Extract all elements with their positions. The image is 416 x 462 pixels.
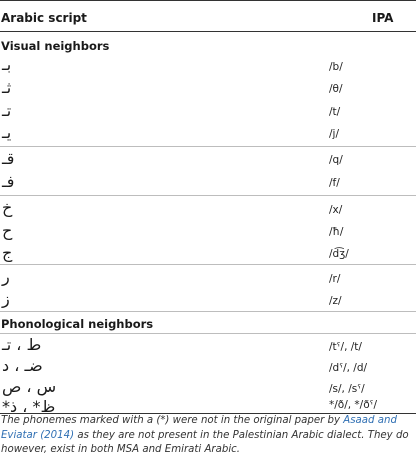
section-title-rule: [0, 333, 416, 334]
arabic-cell: ح: [2, 221, 13, 240]
arabic-cell: قـ: [2, 149, 15, 168]
ipa-cell: /t/: [329, 106, 341, 118]
arabic-cell: خ: [2, 198, 13, 217]
arabic-cell: ط ، تـ: [2, 335, 42, 354]
group-rule: [0, 146, 416, 147]
ipa-cell: */ð/, */ðˤ/: [329, 399, 378, 411]
arabic-cell: فـ: [2, 172, 15, 191]
ipa-cell: /s/, /sˤ/: [329, 383, 365, 395]
section-title-visual-neighbors: Visual neighbors: [1, 39, 110, 53]
arabic-cell: ج: [2, 243, 13, 262]
footnote-text: as they are not present in the Palestinian Arabic dialect. They do however, exist in both MSA and Emirati Arabic.: [1, 429, 409, 455]
arabic-cell: س ، ص: [2, 377, 57, 396]
top-rule: [0, 0, 416, 1]
ipa-cell: /r/: [329, 273, 341, 285]
ipa-cell: /x/: [329, 204, 343, 216]
ipa-cell: /j/: [329, 128, 339, 140]
header-arabic-script: Arabic script: [1, 11, 87, 25]
header-ipa: IPA: [372, 11, 394, 25]
arabic-cell: ر: [2, 267, 10, 286]
table-footnote: [1, 414, 411, 458]
footnote-text: The phonemes marked with a (*) were not in the original paper by: [1, 415, 344, 426]
arabic-cell: ظ* ، ذ*: [2, 397, 56, 416]
arabic-cell: تـ: [2, 101, 12, 120]
citation-link[interactable]: Asaad and Eviatar (2014): [1, 415, 397, 441]
group-rule: [0, 195, 416, 196]
ipa-cell: /tˤ/, /t/: [329, 341, 362, 353]
arabic-cell: ز: [2, 289, 10, 308]
ipa-cell: /z/: [329, 295, 342, 307]
header-rule: [0, 31, 416, 32]
ipa-cell: /q/: [329, 154, 343, 166]
section-rule: [0, 311, 416, 312]
ipa-cell: /f/: [329, 177, 340, 189]
arabic-cell: ثـ: [2, 78, 12, 97]
ipa-cell: /θ/: [329, 83, 343, 95]
ipa-cell: /b/: [329, 61, 343, 73]
ipa-cell: /ħ/: [329, 226, 344, 238]
arabic-cell: ضـ ، د: [2, 356, 43, 375]
section-title-phonological-neighbors: Phonological neighbors: [1, 317, 154, 331]
group-rule: [0, 264, 416, 265]
arabic-cell: بـ: [2, 55, 12, 74]
ipa-cell: /dˤ/, /d/: [329, 362, 368, 374]
arabic-cell: يـ: [2, 123, 12, 142]
ipa-cell: /d͡ʒ/: [329, 248, 349, 260]
